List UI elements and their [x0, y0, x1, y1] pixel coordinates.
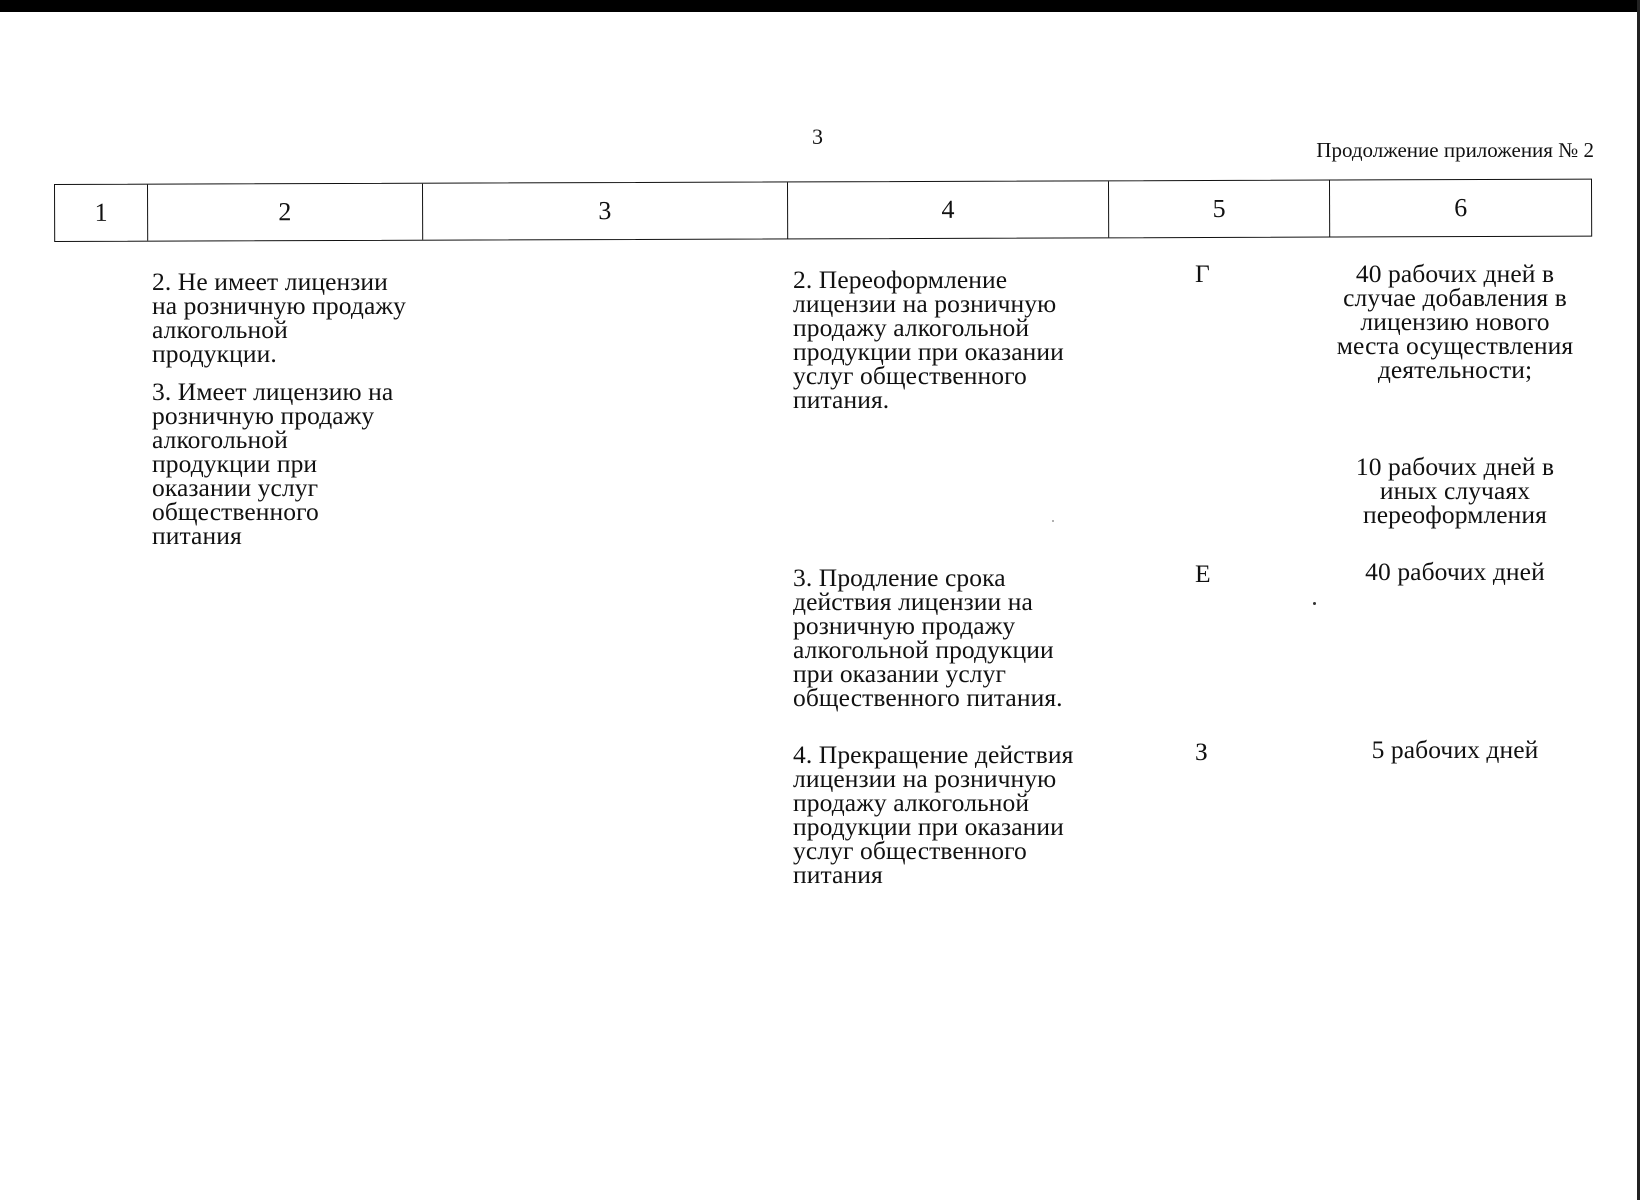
service-extension: 3. Продление срока действия лицензии на розничную продажу алкогольной продукции при оказании услуг общественного питания.: [793, 563, 1063, 712]
scan-speck: [1313, 602, 1316, 605]
service-reregistration: 2. Переоформление лицензии на розничную продажу алкогольной продукции при оказании услуг общественного питания.: [793, 265, 1064, 414]
appendix-continuation-note: Продолжение приложения № 2: [1316, 138, 1594, 162]
column-number-header-row: [54, 179, 1592, 242]
header-cell-5: 5: [1109, 181, 1331, 238]
header-cell-4: 4: [788, 181, 1109, 238]
service-code-extension: Е: [1195, 559, 1211, 588]
service-code-reregistration: Г: [1195, 259, 1210, 288]
header-cell-2: 2: [148, 184, 423, 241]
scan-top-border: [0, 0, 1640, 12]
term-reregistration-new-place: 40 рабочих дней в случае добавления в лицензию нового места осуществления деятельности;: [1336, 259, 1574, 384]
service-code-termination: З: [1195, 737, 1208, 766]
term-termination: 5 рабочих дней: [1371, 735, 1539, 764]
status-no-license: 2. Не имеет лицензии на розничную продажу алкогольной продукции.: [152, 267, 406, 368]
service-termination: 4. Прекращение действия лицензии на розничную продажу алкогольной продукции при оказании услуг общественного питания: [793, 740, 1074, 889]
header-cell-6: 6: [1454, 193, 1468, 223]
page-number: 3: [812, 124, 823, 149]
term-reregistration-other: 10 рабочих дней в иных случаях переоформления: [1355, 452, 1555, 529]
status-has-license: 3. Имеет лицензию на розничную продажу алкогольной продукции при оказании услуг общественного питания: [152, 377, 394, 550]
header-cell-3: 3: [423, 182, 789, 239]
header-cell-1: 1: [55, 185, 148, 241]
term-extension: 40 рабочих дней: [1365, 557, 1545, 586]
scan-speck: [1052, 520, 1054, 522]
